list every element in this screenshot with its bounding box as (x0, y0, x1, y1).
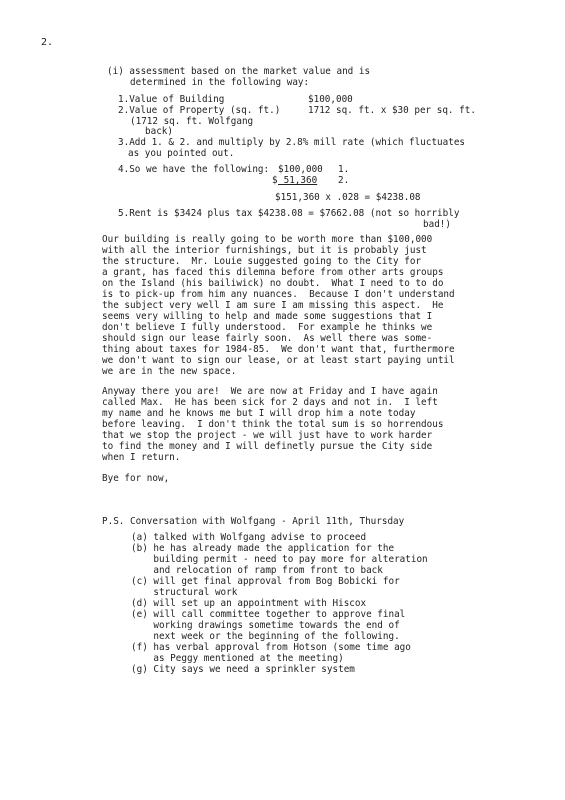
ps-item-a: (a) talked with Wolfgang advise to proceed (131, 532, 367, 543)
item5-line-1: 5.Rent is $3424 plus tax $4238.08 = $7662.08 (not so horribly (118, 208, 460, 219)
ps-item-b: building permit - need to pay more for alteration (131, 554, 428, 565)
paragraph1-line: don't believe I fully understood. For example he thinks we (102, 322, 433, 333)
paragraph2-line: called Max. He has been sick for 2 days and not in. I left (102, 397, 438, 408)
ps-item-e: next week or the beginning of the following. (131, 631, 400, 642)
item2-sub-line-2: back) (145, 126, 173, 137)
item4-amount-1: $100,000 (278, 164, 323, 175)
assessment-intro-line-2: determined in the following way: (130, 77, 310, 88)
paragraph2-line: before leaving. I don't think the total sum is so horrendous (102, 419, 444, 430)
paragraph1-line: we don't want to sign our lease, or at least start paying until (102, 355, 455, 366)
ps-item-b: and relocation of ramp from front to back (131, 565, 383, 576)
item4-amount-1-tag: 1. (338, 164, 350, 175)
paragraph1-line: the structure. Mr. Louie suggested going to the City for (102, 256, 422, 267)
paragraph2-line: Anyway there you are! We are now at Friday and I have again (102, 386, 438, 397)
paragraph1-line: seems very willing to help and made some suggestions that I (102, 311, 433, 322)
item1-value: $100,000 (308, 94, 353, 105)
item1-label: 1.Value of Building (118, 94, 225, 105)
ps-item-c: (c) will get final approval from Bog Bobicki for (131, 576, 400, 587)
ps-item-f: (f) has verbal approval from Hotson (some time ago (131, 642, 411, 653)
item2-value: 1712 sq. ft. x $30 per sq. ft. (308, 105, 476, 116)
paragraph1-line: thing about taxes for 1984-85. We don't want that, furthermore (102, 344, 455, 355)
ps-item-e: (e) will call committee together to approve final (131, 609, 406, 620)
ps-item-g: (g) City says we need a sprinkler system (131, 664, 355, 675)
assessment-intro-line-1: (i) assessment based on the market value and is (107, 66, 371, 77)
ps-item-e: working drawings sometime towards the end of (131, 620, 400, 631)
item4-total: $151,360 x .028 = $4238.08 (275, 192, 421, 203)
item4-amount-2-prefix: $ (272, 175, 278, 186)
paragraph1-line: a grant, has faced this dilemna before from other arts groups (102, 267, 444, 278)
paragraph1-line: with all the interior furnishings, but it is probably just (102, 245, 427, 256)
ps-item-b: (b) he has already made the application for the (131, 543, 395, 554)
paragraph1-line: is to pick-up from him any nuances. Because I don't understand (102, 289, 455, 300)
ps-item-c: structural work (131, 587, 238, 598)
paragraph2-line: my name and he knows me but I will drop him a note today (102, 408, 416, 419)
item3-line-2: as you pointed out. (128, 148, 235, 159)
item4-amount-2-tag: 2. (338, 175, 350, 186)
ps-item-d: (d) will set up an appointment with Hiscox (131, 598, 367, 609)
paragraph2-line: to find the money and I will definetly pursue the City side (102, 441, 433, 452)
item4-label: 4.So we have the following: (118, 164, 270, 175)
item5-line-2: bad!) (423, 219, 451, 230)
item4-amount-2: 51,360 (278, 175, 318, 186)
closing: Bye for now, (102, 473, 170, 484)
paragraph1-line: should sign our lease fairly soon. As well there was some- (102, 333, 433, 344)
paragraph1-line: Our building is really going to be worth more than $100,000 (102, 234, 433, 245)
paragraph2-line: that we stop the project - we will just have to work harder (102, 430, 433, 441)
item3-line-1: 3.Add 1. & 2. and multiply by 2.8% mill rate (which fluctuates (118, 137, 466, 148)
item2-sub-line-1: (1712 sq. ft. Wolfgang (130, 116, 254, 127)
page-number: 2. (41, 37, 54, 48)
ps-item-f: as Peggy mentioned at the meeting) (131, 653, 344, 664)
ps-heading: P.S. Conversation with Wolfgang - April 11th, Thursday (102, 516, 405, 527)
paragraph1-line: the subject very well I am sure I am missing this aspect. He (102, 300, 444, 311)
paragraph1-line: on the Island (his bailiwick) no doubt. What I need to to do (102, 278, 444, 289)
item2-label: 2.Value of Property (sq. ft.) (118, 105, 281, 116)
paragraph2-line: when I return. (102, 452, 181, 463)
paragraph1-line: we are in the new space. (102, 366, 237, 377)
